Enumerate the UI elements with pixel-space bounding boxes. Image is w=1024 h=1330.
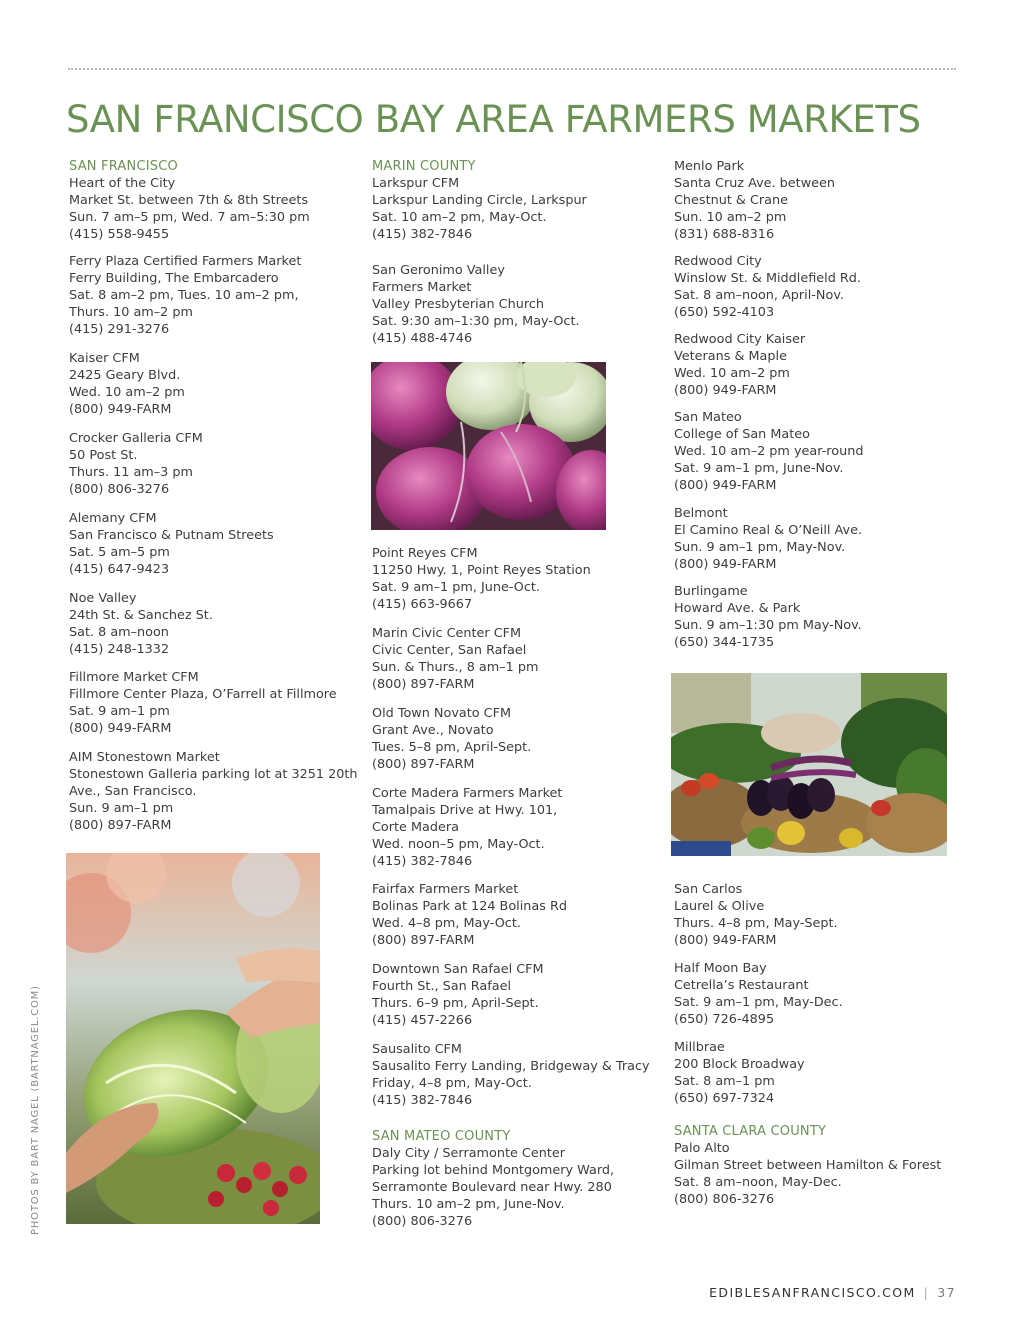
market-entry	[372, 705, 531, 773]
market-name: Palo Alto	[674, 1141, 730, 1156]
market-detail: 200 Block Broadway	[674, 1057, 805, 1072]
market-name: Larkspur CFM	[372, 176, 460, 191]
market-detail: El Camino Real & O’Neill Ave.	[674, 523, 863, 538]
vegetable-stand-photo	[671, 673, 947, 856]
market-detail: Wed. 10 am–2 pm	[674, 366, 790, 381]
market-detail: (415) 558-9455	[69, 227, 170, 242]
market-detail: (800) 949-FARM	[674, 933, 777, 948]
market-detail: Wed. 10 am–2 pm	[69, 385, 185, 400]
page-title: SAN FRANCISCO BAY AREA FARMERS MARKETS	[66, 98, 921, 141]
market-detail: Sun. & Thurs., 8 am–1 pm	[372, 660, 539, 675]
market-detail: (800) 897-FARM	[69, 818, 172, 833]
market-detail: San Francisco & Putnam Streets	[69, 528, 274, 543]
market-entry	[69, 590, 213, 658]
market-detail: Sat. 9 am–1 pm	[69, 704, 170, 719]
market-detail: Ave., San Francisco.	[69, 784, 197, 799]
market-entry	[674, 409, 863, 494]
photo-credit: PHOTOS BY BART NAGEL (BARTNAGEL.COM)	[30, 985, 41, 1235]
market-name: Heart of the City	[69, 176, 176, 191]
market-detail: Market St. between 7th & 8th Streets	[69, 193, 309, 208]
turnips-photo	[371, 362, 606, 530]
market-detail: Gilman Street between Hamilton & Forest	[674, 1158, 942, 1173]
market-detail: (800) 949-FARM	[69, 402, 172, 417]
market-detail: Fillmore Center Plaza, O’Farrell at Fillmore	[69, 687, 337, 702]
market-detail: Thurs. 10 am–2 pm	[69, 305, 193, 320]
market-detail: Farmers Market	[372, 280, 472, 295]
lettuce-hands-illustration	[66, 853, 320, 1224]
market-detail: Parking lot behind Montgomery Ward,	[372, 1163, 615, 1178]
market-detail: 50 Post St.	[69, 448, 138, 463]
market-detail: Sat. 9 am–1 pm, June-Oct.	[372, 580, 541, 595]
market-detail: (800) 897-FARM	[372, 757, 475, 772]
market-entry	[372, 545, 591, 613]
market-detail: (800) 949-FARM	[674, 478, 777, 493]
market-detail: Sat. 8 am–2 pm, Tues. 10 am–2 pm,	[69, 288, 299, 303]
market-detail: Fourth St., San Rafael	[372, 979, 512, 994]
market-detail: 24th St. & Sanchez St.	[69, 608, 213, 623]
market-name: Point Reyes CFM	[372, 546, 478, 561]
market-detail: Sat. 9 am–1 pm, May-Dec.	[674, 995, 843, 1010]
market-entry	[372, 961, 544, 1029]
market-detail: Larkspur Landing Circle, Larkspur	[372, 193, 587, 208]
market-name: Half Moon Bay	[674, 961, 767, 976]
market-entry	[674, 583, 862, 651]
market-detail: (415) 488-4746	[372, 331, 473, 346]
dotted-rule	[68, 68, 956, 70]
market-entry	[69, 749, 358, 834]
market-detail: Sat. 8 am–noon, May-Dec.	[674, 1175, 842, 1190]
market-detail: Valley Presbyterian Church	[372, 297, 544, 312]
market-detail: Sun. 9 am–1 pm	[69, 801, 174, 816]
market-entry	[372, 1041, 650, 1109]
market-detail: Sat. 9:30 am–1:30 pm, May-Oct.	[372, 314, 580, 329]
market-detail: Cetrella’s Restaurant	[674, 978, 809, 993]
market-detail: (415) 647-9423	[69, 562, 170, 577]
market-name: Belmont	[674, 506, 728, 521]
market-detail: College of San Mateo	[674, 427, 810, 442]
market-detail: Tues. 5–8 pm, April-Sept.	[372, 740, 532, 755]
market-detail: Thurs. 10 am–2 pm, June-Nov.	[372, 1197, 565, 1212]
market-detail: (650) 344-1735	[674, 635, 775, 650]
market-detail: 11250 Hwy. 1, Point Reyes Station	[372, 563, 591, 578]
market-detail: Chestnut & Crane	[674, 193, 788, 208]
turnips-illustration	[371, 362, 606, 530]
market-detail: Ferry Building, The Embarcadero	[69, 271, 279, 286]
market-detail: Laurel & Olive	[674, 899, 765, 914]
market-detail: Sat. 10 am–2 pm, May-Oct.	[372, 210, 547, 225]
market-detail: (800) 949-FARM	[674, 557, 777, 572]
market-detail: Friday, 4–8 pm, May-Oct.	[372, 1076, 532, 1091]
vegetable-stand-illustration	[671, 673, 947, 856]
market-detail: Sun. 7 am–5 pm, Wed. 7 am–5:30 pm	[69, 210, 310, 225]
market-entry	[69, 175, 310, 243]
market-entry	[372, 175, 587, 243]
market-detail: (650) 726-4895	[674, 1012, 775, 1027]
market-detail: Corte Madera	[372, 820, 459, 835]
market-name: Old Town Novato CFM	[372, 706, 512, 721]
market-detail: Winslow St. & Middlefield Rd.	[674, 271, 861, 286]
market-name: Ferry Plaza Certified Farmers Market	[69, 254, 302, 269]
market-name: San Geronimo Valley	[372, 263, 505, 278]
market-name: Millbrae	[674, 1040, 725, 1055]
market-detail: Tamalpais Drive at Hwy. 101,	[372, 803, 558, 818]
market-entry	[674, 331, 805, 399]
section-heading-san-francisco: SAN FRANCISCO	[69, 159, 178, 174]
market-detail: Veterans & Maple	[674, 349, 787, 364]
market-entry	[674, 253, 861, 321]
market-detail: (650) 592-4103	[674, 305, 775, 320]
market-entry	[674, 1140, 941, 1208]
market-detail: (415) 457-2266	[372, 1013, 473, 1028]
market-detail: Civic Center, San Rafael	[372, 643, 527, 658]
market-name: Kaiser CFM	[69, 351, 140, 366]
market-entry	[674, 505, 862, 573]
market-entry	[372, 262, 580, 347]
market-detail: (415) 382-7846	[372, 1093, 473, 1108]
market-detail: Sat. 9 am–1 pm, June-Nov.	[674, 461, 844, 476]
section-heading-santa-clara: SANTA CLARA COUNTY	[674, 1124, 827, 1139]
market-entry	[69, 669, 337, 737]
market-name: Marin Civic Center CFM	[372, 626, 522, 641]
market-name: AIM Stonestown Market	[69, 750, 220, 765]
market-name: Redwood City Kaiser	[674, 332, 806, 347]
market-detail: Grant Ave., Novato	[372, 723, 494, 738]
market-detail: Sat. 8 am–1 pm	[674, 1074, 775, 1089]
market-detail: Sun. 9 am–1:30 pm May-Nov.	[674, 618, 862, 633]
market-name: Menlo Park	[674, 159, 745, 174]
footer-website: EDIBLESANFRANCISCO.COM	[709, 1285, 916, 1300]
market-detail: (800) 806-3276	[69, 482, 170, 497]
market-detail: Thurs. 4–8 pm, May-Sept.	[674, 916, 838, 931]
market-detail: (415) 291-3276	[69, 322, 170, 337]
market-detail: Sausalito Ferry Landing, Bridgeway & Tracy	[372, 1059, 650, 1074]
market-detail: (415) 663-9667	[372, 597, 473, 612]
market-name: Crocker Galleria CFM	[69, 431, 203, 446]
market-detail: 2425 Geary Blvd.	[69, 368, 181, 383]
market-entry	[674, 1039, 805, 1107]
market-detail: Wed. noon–5 pm, May-Oct.	[372, 837, 545, 852]
market-detail: Stonestown Galleria parking lot at 3251 20th	[69, 767, 358, 782]
market-name: Alemany CFM	[69, 511, 157, 526]
market-entry	[674, 881, 838, 949]
market-detail: Wed. 10 am–2 pm year-round	[674, 444, 864, 459]
market-detail: (415) 248-1332	[69, 642, 170, 657]
market-detail: (415) 382-7846	[372, 227, 473, 242]
market-detail: Sun. 10 am–2 pm	[674, 210, 787, 225]
section-heading-san-mateo: SAN MATEO COUNTY	[372, 1129, 511, 1144]
market-detail: Sat. 8 am–noon	[69, 625, 169, 640]
market-entry	[372, 625, 538, 693]
market-entry	[69, 350, 185, 418]
market-detail: (800) 949-FARM	[674, 383, 777, 398]
market-entry	[372, 1145, 614, 1230]
market-detail: (800) 949-FARM	[69, 721, 172, 736]
page-footer	[709, 1285, 956, 1300]
market-detail: (415) 382-7846	[372, 854, 473, 869]
market-entry	[372, 881, 567, 949]
market-name: Sausalito CFM	[372, 1042, 462, 1057]
market-entry	[69, 510, 274, 578]
market-name: Downtown San Rafael CFM	[372, 962, 544, 977]
market-detail: Thurs. 6–9 pm, April-Sept.	[372, 996, 539, 1011]
market-name: Redwood City	[674, 254, 762, 269]
market-detail: (831) 688-8316	[674, 227, 775, 242]
market-entry	[674, 960, 843, 1028]
market-detail: Bolinas Park at 124 Bolinas Rd	[372, 899, 567, 914]
market-detail: Howard Ave. & Park	[674, 601, 801, 616]
market-name: Noe Valley	[69, 591, 137, 606]
market-detail: Thurs. 11 am–3 pm	[69, 465, 193, 480]
market-detail: (800) 897-FARM	[372, 933, 475, 948]
market-name: Fairfax Farmers Market	[372, 882, 519, 897]
market-detail: Sun. 9 am–1 pm, May-Nov.	[674, 540, 846, 555]
market-entry	[69, 430, 203, 498]
page-number: 37	[937, 1285, 956, 1300]
market-name: Corte Madera Farmers Market	[372, 786, 563, 801]
market-detail: (800) 806-3276	[372, 1214, 473, 1229]
lettuce-hands-photo	[66, 853, 320, 1224]
market-entry	[69, 253, 301, 338]
market-detail: (800) 897-FARM	[372, 677, 475, 692]
market-name: San Mateo	[674, 410, 742, 425]
market-detail: Sat. 8 am–noon, April-Nov.	[674, 288, 844, 303]
section-heading-marin: MARIN COUNTY	[372, 159, 476, 174]
market-detail: Serramonte Boulevard near Hwy. 280	[372, 1180, 612, 1195]
market-detail: Santa Cruz Ave. between	[674, 176, 836, 191]
footer-separator: |	[923, 1285, 930, 1300]
market-detail: Wed. 4–8 pm, May-Oct.	[372, 916, 521, 931]
market-name: Fillmore Market CFM	[69, 670, 199, 685]
market-name: San Carlos	[674, 882, 743, 897]
market-detail: (650) 697-7324	[674, 1091, 775, 1106]
market-detail: (800) 806-3276	[674, 1192, 775, 1207]
market-entry	[674, 158, 835, 243]
market-name: Burlingame	[674, 584, 748, 599]
market-detail: Sat. 5 am–5 pm	[69, 545, 170, 560]
market-name: Daly City / Serramonte Center	[372, 1146, 565, 1161]
market-entry	[372, 785, 562, 870]
